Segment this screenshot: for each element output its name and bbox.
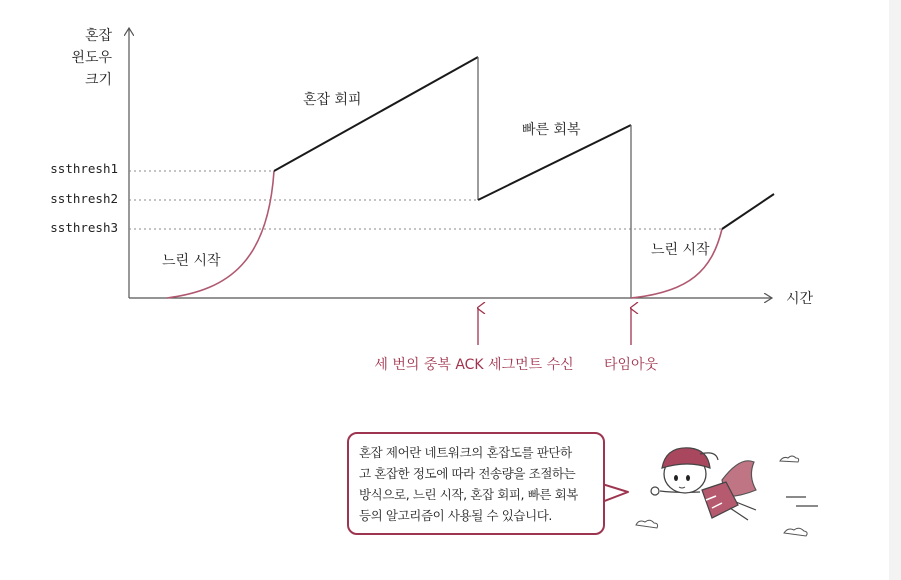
phase-label-congestion-avoidance: 혼잡 회피 [303, 92, 362, 108]
phase-label-slow-start-1: 느린 시작 [162, 253, 221, 269]
congestion-avoidance-line [274, 57, 478, 171]
event-label-timeout: 타임아웃 [603, 357, 659, 373]
speech-bubble-tail [602, 482, 632, 506]
phase-label-slow-start-2: 느린 시작 [651, 242, 710, 258]
flying-mascot-illustration [636, 448, 818, 536]
event-label-dup-ack: 세 번의 중복 ACK 세그먼트 수신 [374, 357, 574, 373]
slow-start-curve-1 [167, 171, 274, 298]
note-line-4: 등의 알고리즘이 사용될 수 있습니다. [359, 508, 552, 523]
x-axis-label: 시간 [786, 291, 814, 307]
note-line-2: 고 혼잡한 정도에 따라 전송량을 조절하는 [359, 466, 576, 481]
phase-label-fast-recovery: 빠른 회복 [522, 122, 581, 138]
threshold-label-2: ssthresh2 [50, 191, 118, 206]
speech-bubble-note [347, 432, 605, 535]
note-line-1: 혼잡 제어란 네트워크의 혼잡도를 판단하 [359, 445, 572, 460]
y-axis-label-line-1: 혼잡 [84, 28, 112, 44]
note-line-3: 방식으로, 느린 시작, 혼잡 회피, 빠른 회복 [359, 487, 578, 502]
threshold-label-1: ssthresh1 [50, 161, 118, 176]
y-axis-label-line-3: 크기 [84, 72, 112, 88]
y-axis-label-line-2: 윈도우 [71, 50, 112, 66]
slow-start-curve-2 [631, 229, 722, 298]
congestion-avoidance-line-2 [722, 194, 774, 229]
threshold-label-3: ssthresh3 [50, 220, 118, 235]
